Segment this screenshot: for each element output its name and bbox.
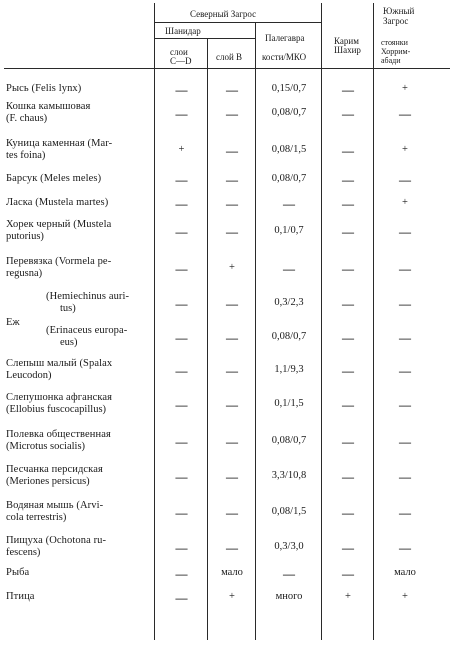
- table-cell: —: [175, 173, 188, 187]
- header-khorrim-3: абади: [381, 56, 401, 65]
- row-species-name: Пищуха (Ochotona ru-: [6, 535, 107, 546]
- table-cell: —: [399, 398, 411, 412]
- table-cell: —: [226, 197, 238, 211]
- table-cell: —: [175, 297, 188, 311]
- table-cell: —: [342, 541, 354, 555]
- table-cell: —: [226, 83, 238, 97]
- table-cell: —: [175, 541, 188, 555]
- header-khorrim-2: Хоррим-: [381, 47, 411, 56]
- table-cell: —: [342, 364, 354, 378]
- row-species-name: (Hemiechinus auri-: [46, 291, 130, 302]
- table-cell: —: [342, 435, 354, 449]
- row-species-name: Кошка камышовая: [6, 101, 91, 112]
- header-karim-shakhir: Карим: [334, 36, 359, 46]
- table-cell: 0,3/3,0: [274, 541, 304, 552]
- table-cell: 0,1/0,7: [274, 225, 304, 236]
- row-species-name: Хорек черный (Mustela: [6, 219, 112, 230]
- row-species-name: Водяная мышь (Arvi-: [6, 500, 104, 511]
- table-cell: много: [275, 591, 303, 602]
- header-south-zagros-2: Загрос: [383, 16, 409, 26]
- table-cell: —: [399, 107, 411, 121]
- table-cell: —: [399, 225, 411, 239]
- header-layers-cd-2: C—D: [170, 56, 192, 66]
- table-cell: —: [226, 470, 238, 484]
- table-cell: —: [226, 435, 238, 449]
- table-cell: —: [283, 567, 295, 581]
- table-cell: —: [342, 107, 354, 121]
- table-cell: —: [399, 331, 411, 345]
- table-cell: +: [402, 144, 408, 155]
- table-cell: —: [399, 435, 411, 449]
- table-cell: —: [175, 331, 188, 345]
- table-cell: —: [399, 173, 411, 187]
- table-cell: —: [175, 506, 188, 520]
- row-species-name: Перевязка (Vormela pe-: [6, 256, 112, 267]
- row-species-name-cont: Leucodon): [6, 370, 52, 381]
- table-cell: —: [175, 398, 188, 412]
- header-north-zagros: Северный Загрос: [190, 9, 257, 19]
- row-species-name-cont: (Ellobius fuscocapillus): [6, 404, 107, 415]
- table-cell: —: [342, 144, 354, 158]
- header-rule: [154, 22, 321, 23]
- header-khorrim-1: стоянки: [381, 38, 408, 47]
- row-species-name: Песчанка персидская: [6, 464, 103, 475]
- row-species-name: Рысь (Felis lynx): [6, 83, 82, 94]
- table-cell: —: [399, 541, 411, 555]
- table-cell: —: [342, 262, 354, 276]
- header-layer-b: слой B: [216, 52, 243, 62]
- table-cell: —: [175, 107, 188, 121]
- table-cell: —: [342, 297, 354, 311]
- table-cell: 0,08/0,7: [271, 331, 307, 342]
- table-cell: —: [283, 197, 295, 211]
- row-species-name: Куница каменная (Mar-: [6, 138, 113, 149]
- table-cell: —: [342, 398, 354, 412]
- row-species-name-cont: putorius): [6, 231, 44, 242]
- column-rule: [154, 3, 155, 640]
- table-cell: —: [175, 364, 188, 378]
- table-cell: —: [342, 331, 354, 345]
- header-bones-mko: кости/МКО: [262, 52, 307, 62]
- table-cell: 0,08/0,7: [271, 107, 307, 118]
- table-cell: —: [226, 398, 238, 412]
- table-cell: —: [175, 470, 188, 484]
- table-cell: —: [226, 225, 238, 239]
- table-cell: 0,08/0,7: [271, 173, 307, 184]
- table-cell: +: [229, 591, 235, 602]
- row-species-name-cont: tus): [60, 303, 76, 314]
- table-cell: 0,08/1,5: [271, 144, 307, 155]
- row-species-name-cont: cola terrestris): [6, 512, 67, 523]
- row-species-name: Птица: [6, 591, 35, 602]
- table-cell: 0,3/2,3: [274, 297, 304, 308]
- column-rule: [321, 3, 322, 640]
- table-cell: 0,1/1,5: [274, 398, 304, 409]
- row-species-name: Рыба: [6, 567, 30, 578]
- table-cell: —: [342, 83, 354, 97]
- table-cell: —: [283, 262, 295, 276]
- table-cell: —: [342, 197, 354, 211]
- table-cell: +: [345, 591, 351, 602]
- table-cell: —: [399, 470, 411, 484]
- table-cell: 3,3/10,8: [271, 470, 307, 481]
- table-cell: —: [175, 567, 188, 581]
- table-cell: —: [342, 470, 354, 484]
- column-rule: [255, 22, 256, 640]
- table-cell: —: [226, 364, 238, 378]
- row-species-name-cont: fescens): [6, 547, 41, 558]
- row-species-name: Слепыш малый (Spalax: [6, 358, 113, 369]
- table-cell: —: [226, 144, 238, 158]
- row-species-name: Барсук (Meles meles): [6, 173, 102, 184]
- table-cell: —: [399, 297, 411, 311]
- table-cell: +: [178, 144, 185, 155]
- table-cell: —: [226, 297, 238, 311]
- table-cell: —: [399, 506, 411, 520]
- header-south-zagros: Южный: [383, 6, 415, 16]
- header-karim-shakhir-2: Шахир: [334, 45, 361, 55]
- row-species-name: Ласка (Mustela martes): [6, 197, 109, 208]
- table-cell: —: [175, 435, 188, 449]
- row-species-name-cont: regusna): [6, 268, 43, 279]
- table-cell: 0,15/0,7: [271, 83, 307, 94]
- table-cell: —: [342, 225, 354, 239]
- row-species-name-cont: tes foina): [6, 150, 46, 161]
- row-species-name-cont: (Microtus socialis): [6, 441, 86, 452]
- table-cell: —: [399, 364, 411, 378]
- table-cell: —: [226, 173, 238, 187]
- header-palegavra: Палегавра: [265, 33, 305, 43]
- table-cell: мало: [221, 567, 243, 578]
- table-cell: —: [175, 197, 188, 211]
- row-species-name-cont: eus): [60, 337, 78, 348]
- row-species-name-cont: (Meriones persicus): [6, 476, 90, 487]
- header-bottom-rule: [4, 68, 450, 69]
- column-rule: [207, 38, 208, 640]
- column-rule: [373, 3, 374, 640]
- table-cell: —: [226, 506, 238, 520]
- header-rule: [154, 38, 255, 39]
- table-cell: —: [175, 225, 188, 239]
- table-cell: —: [342, 506, 354, 520]
- table-cell: +: [402, 197, 408, 208]
- row-species-name-cont: (F. chaus): [6, 113, 48, 124]
- row-species-name: (Erinaceus europa-: [46, 325, 128, 336]
- hedgehog-group-label: Еж: [6, 317, 20, 328]
- table-cell: —: [226, 331, 238, 345]
- table-cell: —: [342, 567, 354, 581]
- table-cell: 1,1/9,3: [274, 364, 304, 375]
- table-cell: —: [399, 262, 411, 276]
- table-cell: 0,08/0,7: [271, 435, 307, 446]
- header-layers-cd: слои: [170, 47, 188, 57]
- row-species-name: Полевка общественная: [6, 429, 111, 440]
- table-cell: +: [229, 262, 235, 273]
- table-cell: мало: [394, 567, 416, 578]
- table-cell: 0,08/1,5: [271, 506, 307, 517]
- table-cell: —: [226, 541, 238, 555]
- table-cell: —: [175, 262, 188, 276]
- table-cell: —: [175, 83, 188, 97]
- table-cell: —: [175, 591, 188, 605]
- header-shanidar: Шанидар: [165, 26, 201, 36]
- table-cell: —: [342, 173, 354, 187]
- table-cell: +: [402, 83, 408, 94]
- table-cell: —: [226, 107, 238, 121]
- row-species-name: Слепушонка афганская: [6, 392, 113, 403]
- table-cell: +: [402, 591, 408, 602]
